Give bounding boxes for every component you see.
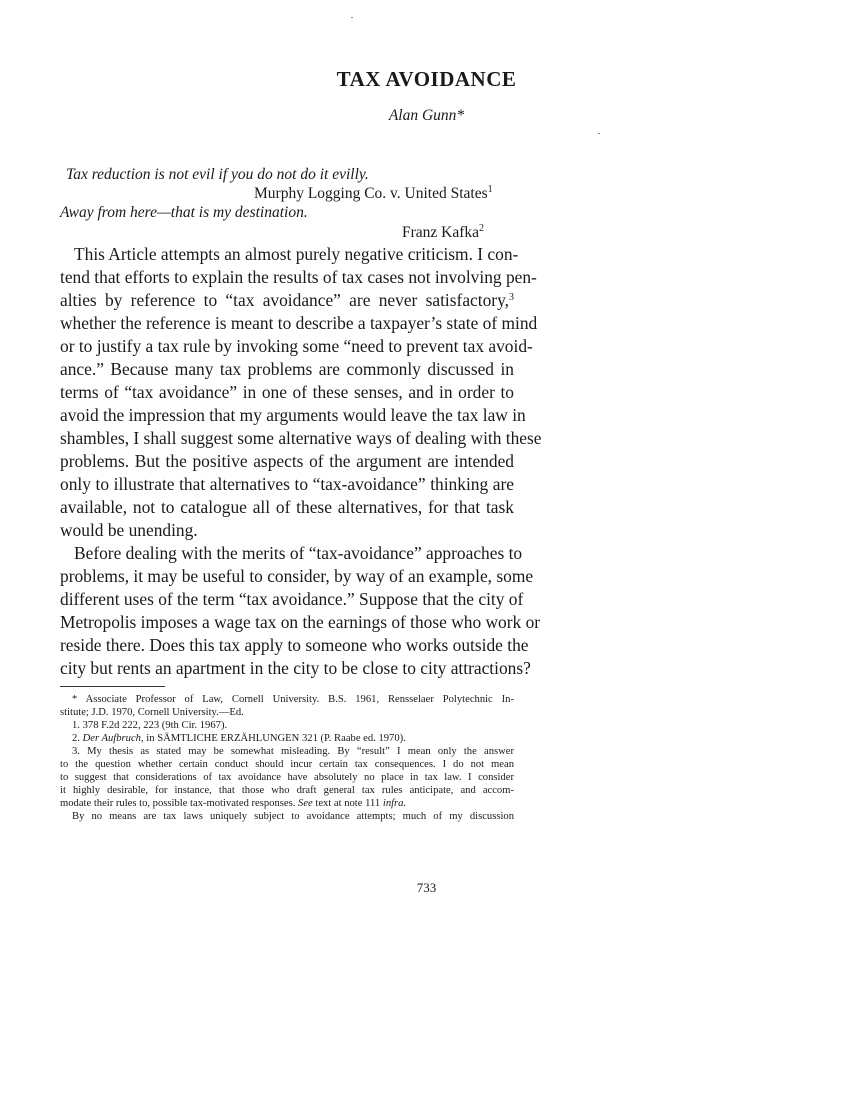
footnote-divider bbox=[60, 686, 165, 687]
body-line: shambles, I shall suggest some alternative ways of dealing with these bbox=[60, 428, 542, 448]
footnote-1: 1. 378 F.2d 222, 223 (9th Cir. 1967). bbox=[72, 720, 228, 731]
body-line: whether the reference is meant to describe a taxpayer’s state of mind bbox=[60, 313, 538, 333]
body-line: terms of “tax avoidance” in one of these senses, and in order to bbox=[60, 382, 514, 402]
body-line: available, not to catalogue all of these alternatives, for that task bbox=[60, 497, 514, 517]
page-number: 733 bbox=[416, 880, 437, 895]
article-title: TAX AVOIDANCE bbox=[336, 67, 517, 91]
epigraph-quote-2: Away from here—that is my destination. bbox=[60, 204, 308, 221]
scan-speck bbox=[351, 17, 353, 18]
body-line: only to illustrate that alternatives to “tax-avoidance” thinking are bbox=[60, 474, 514, 494]
body-line: reside there. Does this tax apply to someone who works outside the bbox=[60, 635, 529, 655]
footnote-author-line: stitute; J.D. 1970, Cornell University.—Ed. bbox=[60, 707, 244, 718]
body-line: Before dealing with the merits of “tax-avoidance” approaches to bbox=[74, 543, 523, 563]
body-line: or to justify a tax rule by invoking some “need to prevent tax avoid- bbox=[60, 336, 533, 356]
epigraph-attribution-1: Murphy Logging Co. v. United States$^1$ bbox=[254, 184, 493, 202]
footnote-3-line: to suggest that considerations of tax avoidance have absolutely no place in tax law. I consider bbox=[60, 772, 514, 783]
footnote-2: 2. Der Aufbruch, in SÄMTLICHE ERZÄHLUNGEN 321 (P. Raabe ed. 1970). bbox=[72, 733, 406, 744]
epigraph-attribution-2: Franz Kafka$^2$ bbox=[402, 223, 485, 241]
body-line: avoid the impression that my arguments would leave the tax law in bbox=[60, 405, 526, 425]
author-name: Alan Gunn* bbox=[388, 107, 465, 124]
body-line: city but rents an apartment in the city to be close to city attractions? bbox=[60, 658, 531, 678]
footnote-mark: 2 bbox=[479, 223, 485, 234]
body-line: alties by reference to “tax avoidance” are never satisfactory,$^3$ bbox=[60, 290, 514, 310]
body-line: problems, it may be useful to consider, by way of an example, some bbox=[60, 566, 534, 586]
body-line: This Article attempts an almost purely negative criticism. I con- bbox=[74, 244, 519, 264]
scan-speck bbox=[598, 133, 600, 134]
footnote-3-line: 3. My thesis as stated may be somewhat misleading. By “result” I mean only the answer bbox=[72, 746, 514, 757]
body-line: problems. But the positive aspects of the argument are intended bbox=[60, 451, 514, 471]
body-line: would be unending. bbox=[60, 520, 198, 540]
footnote-3-line: it highly desirable, for instance, that those who draft general tax rules anticipate, and accom- bbox=[60, 785, 514, 796]
body-line: ance.” Because many tax problems are commonly discussed in bbox=[60, 359, 514, 379]
footnote-3-line: to the question whether certain conduct should incur certain tax consequences. I do not mean bbox=[60, 759, 514, 770]
body-line: Metropolis imposes a wage tax on the earnings of those who work or bbox=[60, 612, 541, 632]
footnote-author-line: * Associate Professor of Law, Cornell University. B.S. 1961, Rensselaer Polytechnic In- bbox=[72, 694, 514, 705]
footnote-3b-line: By no means are tax laws uniquely subject to avoidance attempts; much of my discussion bbox=[72, 811, 514, 822]
footnote-3-line: modate their rules to, possible tax-motivated responses. See text at note 111 infra. bbox=[60, 798, 407, 809]
body-line: different uses of the term “tax avoidance.” Suppose that the city of bbox=[60, 589, 524, 609]
body-line: tend that efforts to explain the results of tax cases not involving pen- bbox=[60, 267, 537, 287]
epigraph-quote-1: Tax reduction is not evil if you do not do it evilly. bbox=[66, 166, 369, 183]
footnote-mark: 1 bbox=[487, 184, 493, 195]
footnote-mark: 3 bbox=[509, 292, 514, 303]
